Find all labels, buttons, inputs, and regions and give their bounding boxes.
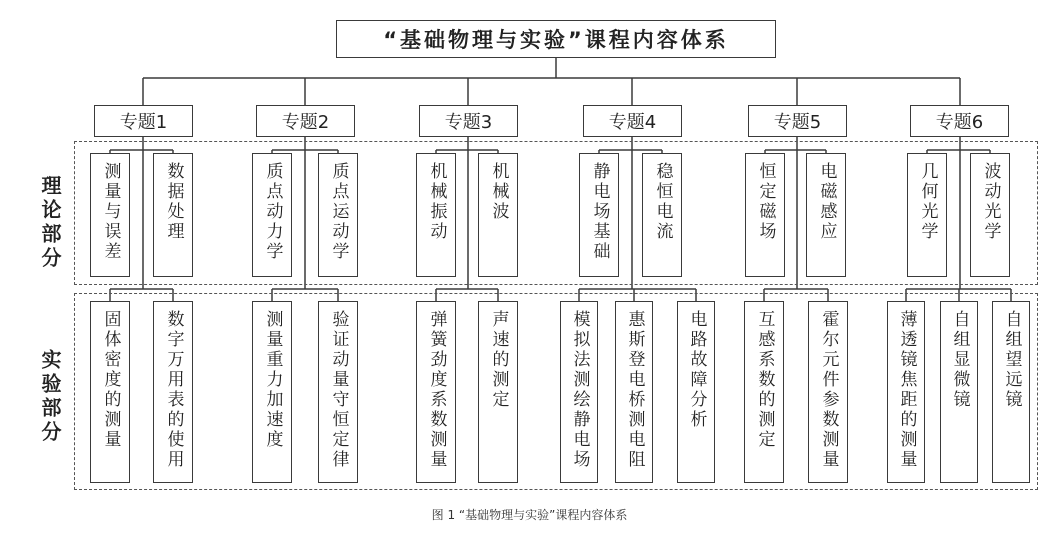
theory-box <box>478 153 518 277</box>
theory-box <box>642 153 682 277</box>
topic-1: 专题1 <box>94 105 193 137</box>
root-node: “基础物理与实验”课程内容体系 <box>336 20 776 58</box>
topic-6: 专题6 <box>910 105 1009 137</box>
experiment-box <box>615 301 653 483</box>
experiment-box <box>153 301 193 483</box>
topic-2: 专题2 <box>256 105 355 137</box>
theory-text: 恒定磁场 <box>755 162 776 242</box>
experiment-text: 自组望远镜 <box>1001 310 1022 410</box>
experiment-box <box>416 301 456 483</box>
theory-label: 理论部分 <box>38 175 62 271</box>
experiment-text: 模拟法测绘静电场 <box>569 310 590 470</box>
theory-text: 静电场基础 <box>589 162 610 262</box>
experiment-text: 霍尔元件参数测量 <box>818 310 839 470</box>
experiment-text: 测量重力加速度 <box>262 310 283 450</box>
topic-5: 专题5 <box>748 105 847 137</box>
experiment-text: 验证动量守恒定律 <box>328 310 349 470</box>
experiment-box <box>887 301 925 483</box>
theory-box <box>907 153 947 277</box>
topic-3: 专题3 <box>419 105 518 137</box>
theory-box <box>153 153 193 277</box>
theory-panel <box>74 141 1038 285</box>
experiment-text: 弹簧劲度系数测量 <box>426 310 447 470</box>
experiment-box <box>677 301 715 483</box>
theory-text: 电磁感应 <box>816 162 837 242</box>
experiment-text: 互感系数的测定 <box>754 310 775 450</box>
experiment-text: 自组显微镜 <box>949 310 970 410</box>
theory-text: 机械波 <box>488 162 509 222</box>
experiment-text: 惠斯登电桥测电阻 <box>624 310 645 470</box>
experiment-box <box>744 301 784 483</box>
theory-box <box>318 153 358 277</box>
figure-caption: 图 1 “基础物理与实验”课程内容体系 <box>431 508 628 522</box>
theory-box <box>970 153 1010 277</box>
experiment-text: 电路故障分析 <box>686 310 707 430</box>
experiment-text: 薄透镜焦距的测量 <box>896 310 917 470</box>
topic-4: 专题4 <box>583 105 682 137</box>
experiment-text: 数字万用表的使用 <box>163 310 184 470</box>
experiment-box <box>808 301 848 483</box>
theory-text: 测量与误差 <box>100 162 121 262</box>
theory-text: 质点运动学 <box>328 162 349 262</box>
theory-text: 波动光学 <box>980 162 1001 242</box>
theory-text: 数据处理 <box>163 162 184 242</box>
theory-box <box>745 153 785 277</box>
experiment-box <box>252 301 292 483</box>
theory-box <box>579 153 619 277</box>
experiment-box <box>940 301 978 483</box>
theory-box <box>90 153 130 277</box>
experiment-box <box>478 301 518 483</box>
theory-box <box>416 153 456 277</box>
experiment-text: 固体密度的测量 <box>100 310 121 450</box>
theory-text: 质点动力学 <box>262 162 283 262</box>
theory-text: 几何光学 <box>917 162 938 242</box>
theory-box <box>252 153 292 277</box>
experiment-box <box>560 301 598 483</box>
theory-text: 机械振动 <box>426 162 447 242</box>
experiment-box <box>318 301 358 483</box>
experiment-text: 声速的测定 <box>488 310 509 410</box>
experiment-box <box>992 301 1030 483</box>
theory-box <box>806 153 846 277</box>
theory-text: 稳恒电流 <box>652 162 673 242</box>
experiment-box <box>90 301 130 483</box>
experiment-label: 实验部分 <box>38 349 62 445</box>
